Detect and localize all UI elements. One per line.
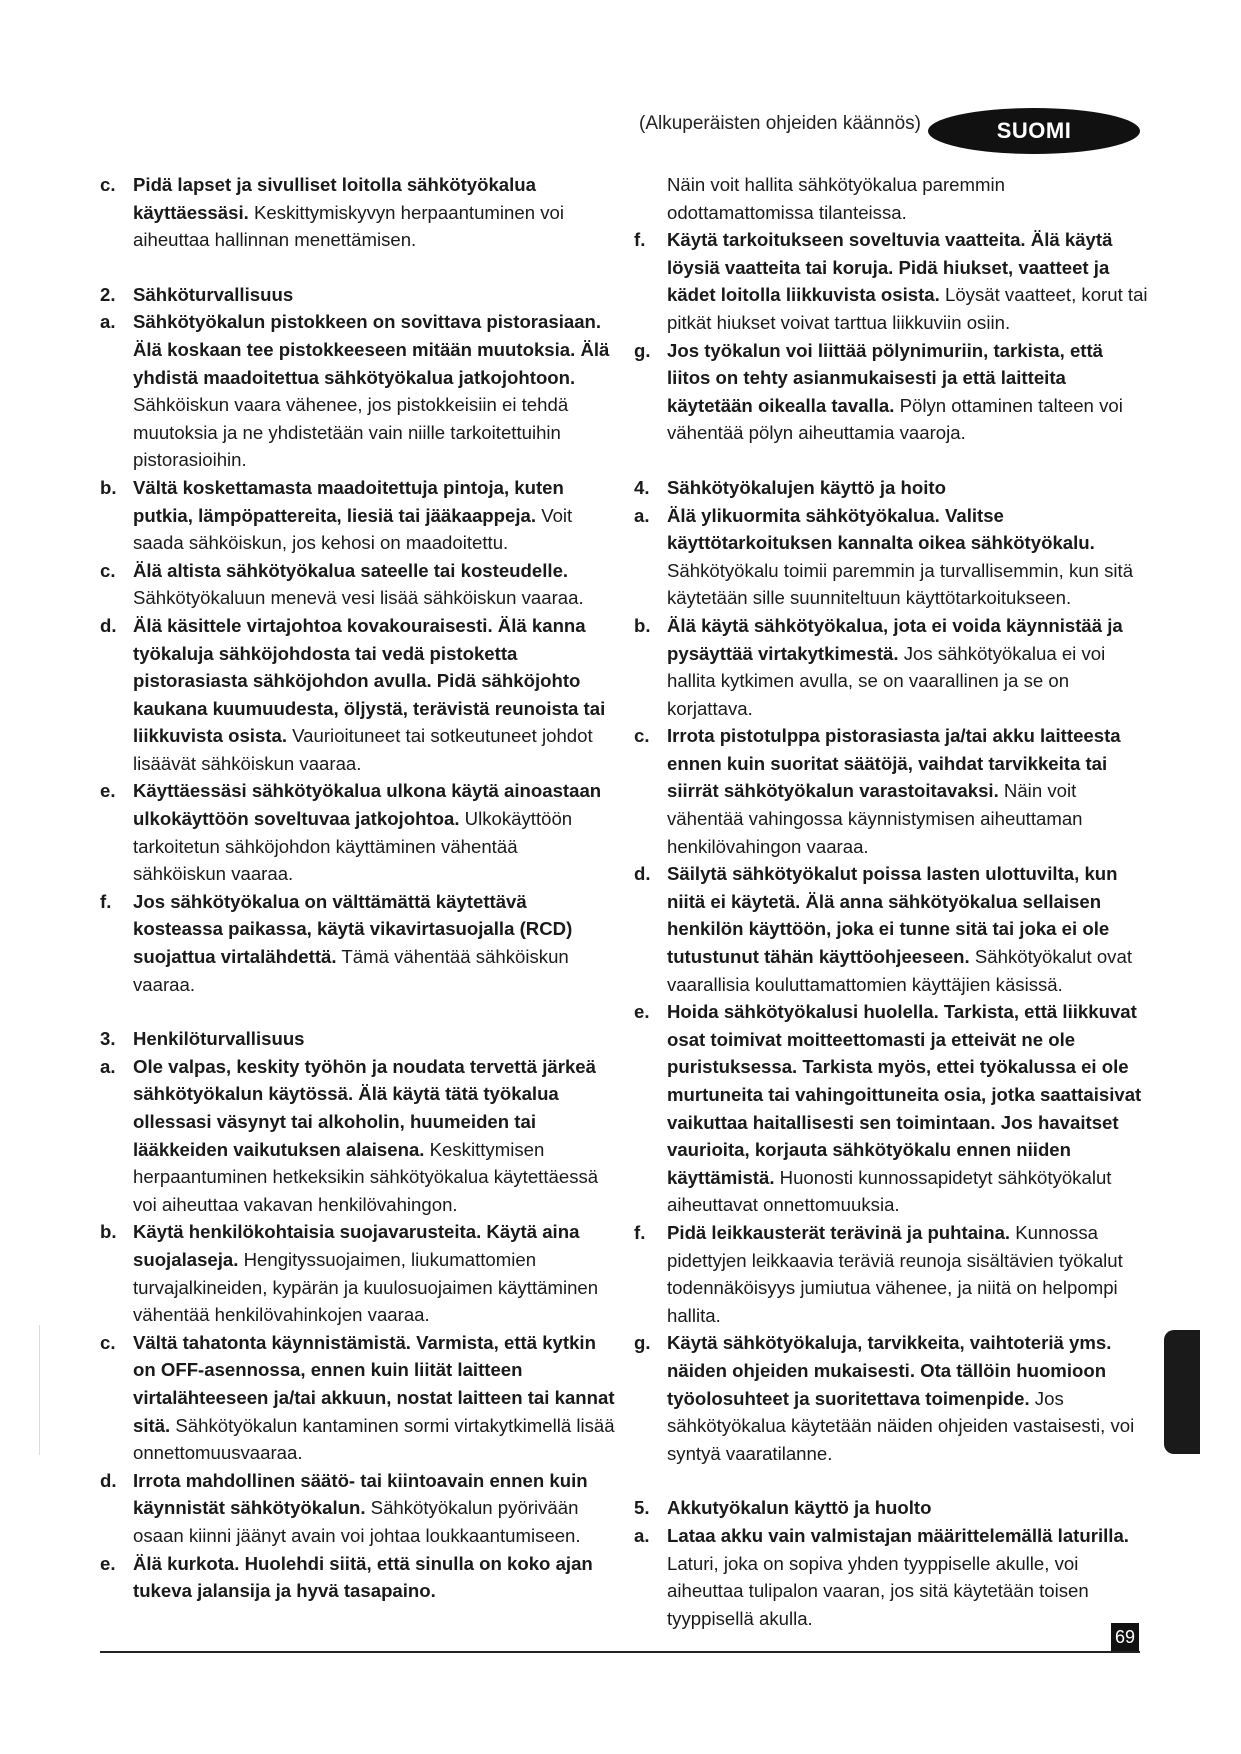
section-number: 5. bbox=[634, 1497, 650, 1519]
item-2f bbox=[100, 888, 615, 998]
footer-rule bbox=[100, 1651, 1140, 1653]
left-column bbox=[100, 171, 615, 1605]
item-2b bbox=[100, 474, 615, 557]
item-label: a. bbox=[100, 311, 116, 333]
item-2c bbox=[100, 557, 615, 612]
item-text: Pölyn ottaminen talteen voi vähentää pölyn aiheuttamia vaaroja. bbox=[667, 394, 1123, 444]
item-bold: Lataa akku vain valmistajan määrittelemällä laturilla. bbox=[667, 1524, 1129, 1546]
item-label: e. bbox=[100, 780, 116, 802]
item-label: e. bbox=[634, 1001, 650, 1023]
section-3-heading bbox=[100, 1025, 615, 1053]
item-text: Sähkötyökalut ovat vaarallisia kouluttamattomien käyttäjien käsissä. bbox=[667, 946, 1132, 995]
item-label: d. bbox=[100, 614, 117, 636]
item-text: Sähkötyökalu toimii paremmin ja turvallisemmin, kun sitä käytetään sille suunniteltuun käyttötarkoitukseen. bbox=[667, 559, 1134, 609]
section-number: 4. bbox=[634, 476, 650, 498]
item-bold: Älä altista sähkötyökalua sateelle tai kosteudelle. bbox=[133, 559, 569, 581]
item-1c bbox=[100, 171, 615, 254]
item-3b bbox=[100, 1218, 615, 1328]
item-text: Jos sähkötyökalua käytetään näiden ohjeiden vastaisesti, voi syntyä vaaratilanne. bbox=[667, 1387, 1135, 1464]
item-2e bbox=[100, 777, 615, 887]
item-bold: Älä ylikuormita sähkötyökalua. Valitse käyttötarkoituksen kannalta oikea sähkötyökalu. bbox=[667, 504, 1095, 554]
item-bold: Käyttäessäsi sähkötyökalua ulkona käytä ainoastaan ulkokäyttöön soveltuvaa jatkojohtoa. bbox=[133, 780, 602, 830]
item-text: Keskittymiskyvyn herpaantuminen voi aiheuttaa hallinnan menettämisen. bbox=[133, 201, 564, 251]
item-bold: Irrota mahdollinen säätö- tai kiintoavain ennen kuin käynnistät sähkötyökalun. bbox=[133, 1469, 588, 1519]
section-title: Sähkötyökalujen käyttö ja hoito bbox=[667, 476, 946, 498]
item-bold: Jos työkalun voi liittää pölynimuriin, tarkista, että liitos on tehty asianmukaisesti ja että laitteita käytetään oikealla tavalla. bbox=[667, 339, 1104, 416]
item-bold: Pidä lapset ja sivulliset loitolla sähkötyökalua käyttäessäsi. bbox=[133, 174, 537, 223]
item-text: Huonosti kunnossapidetyt sähkötyökalut aiheuttavat onnettomuuksia. bbox=[667, 1166, 1112, 1216]
item-text: Tämä vähentää sähköiskun vaaraa. bbox=[133, 946, 569, 995]
item-label: b. bbox=[634, 614, 651, 636]
item-bold: Säilytä sähkötyökalut poissa lasten ulottuvilta, kun niitä ei käytetä. Älä anna sähkötyökalua sellaisen henkilön käyttöön, joka ei tunne sitä tai joka ei ole tutustunut tähän käyttöohjeeseen. bbox=[667, 863, 1118, 968]
item-text: Löysät vaatteet, korut tai pitkät hiukset voivat tarttua liikkuviin osiin. bbox=[667, 284, 1148, 333]
item-label: g. bbox=[634, 1332, 651, 1354]
item-bold: Älä käsittele virtajohtoa kovakouraisesti. Älä kanna työkaluja sähköjohdosta tai vedä pistoketta pistorasiasta sähköjohdon avulla. Pidä sähköjohto kaukana kuumuudesta, öljystä, terävistä reunoista tai liikkuvista osista. bbox=[133, 614, 606, 747]
item-bold: Käytä henkilökohtaisia suojavarusteita. Käytä aina suojalaseja. bbox=[133, 1221, 580, 1270]
item-3e bbox=[100, 1550, 615, 1605]
item-3d bbox=[100, 1467, 615, 1550]
section-number: 3. bbox=[100, 1028, 116, 1050]
item-2d bbox=[100, 612, 615, 778]
item-4d bbox=[634, 860, 1150, 998]
item-label: f. bbox=[634, 229, 646, 251]
item-3g bbox=[634, 337, 1150, 447]
section-5-heading bbox=[634, 1494, 1150, 1522]
item-4g bbox=[634, 1329, 1150, 1467]
item-text: Jos sähkötyökalua ei voi hallita kytkimen avulla, se on vaarallinen ja se on korjattava. bbox=[667, 642, 1106, 719]
item-text: Ulkokäyttöön tarkoitetun sähköjohdon käyttäminen vähentää sähköiskun vaaraa. bbox=[133, 808, 573, 885]
item-3a bbox=[100, 1053, 615, 1219]
item-label: a. bbox=[634, 1524, 650, 1546]
item-text: Sähkötyökalun kantaminen sormi virtakytkimellä lisää onnettomuusvaaraa. bbox=[133, 1414, 615, 1464]
section-tab-marker bbox=[1164, 1330, 1200, 1454]
margin-mark bbox=[39, 1325, 40, 1455]
item-4e bbox=[634, 998, 1150, 1219]
section-4-heading bbox=[634, 474, 1150, 502]
section-2-heading bbox=[100, 281, 615, 309]
item-label: b. bbox=[100, 1221, 117, 1243]
item-label: b. bbox=[100, 476, 117, 498]
item-bold: Ole valpas, keskity työhön ja noudata tervettä järkeä sähkötyökalun käytössä. Älä käytä tätä työkalua ollessasi väsynyt tai alkoholin, huumeiden tai lääkkeiden vaikutuksen alaisena. bbox=[133, 1055, 596, 1160]
item-bold: Irrota pistotulppa pistorasiasta ja/tai akku laitteesta ennen kuin suoritat säätöjä, vaihdat tarvikkeita tai siirrät sähkötyökalun varastoitavaksi. bbox=[667, 725, 1121, 802]
item-text: Kunnossa pidettyjen leikkaavia teräviä reunoja sisältävien työkalut todennäköisyys jumiutua vähenee, ja niitä on helpompi hallita. bbox=[667, 1221, 1123, 1326]
item-label: e. bbox=[100, 1552, 116, 1574]
item-bold: Vältä tahatonta käynnistämistä. Varmista, että kytkin on OFF-asennossa, ennen kuin liität laitteen virtalähteeseen ja/tai akkuun, nostat laitteen tai kannat sitä. bbox=[133, 1331, 615, 1436]
right-column bbox=[634, 171, 1150, 1632]
item-label: a. bbox=[634, 504, 650, 526]
section-title: Henkilöturvallisuus bbox=[133, 1028, 305, 1050]
language-badge: SUOMI bbox=[928, 108, 1140, 154]
item-text: Keskittymisen herpaantuminen hetkeksikin sähkötyökalua käytettäessä voi aiheuttaa vakavan henkilövahingon. bbox=[133, 1138, 599, 1215]
item-label: f. bbox=[634, 1221, 646, 1243]
continuation-text: Näin voit hallita sähkötyökalua paremmin odottamattomissa tilanteissa. bbox=[667, 174, 1005, 223]
page-number: 69 bbox=[1111, 1623, 1139, 1651]
item-4c bbox=[634, 722, 1150, 860]
item-bold: Pidä leikkausterät terävinä ja puhtaina. bbox=[667, 1221, 1011, 1243]
item-label: g. bbox=[634, 339, 651, 361]
item-bold: Jos sähkötyökalua on välttämättä käytettävä kosteassa paikassa, käytä vikavirtasuojalla (RCD) suojattua virtalähdettä. bbox=[133, 890, 573, 968]
item-label: c. bbox=[100, 1331, 116, 1353]
item-3f bbox=[634, 226, 1150, 336]
section-number: 2. bbox=[100, 283, 116, 305]
section-title: Akkutyökalun käyttö ja huolto bbox=[667, 1497, 932, 1519]
item-bold: Käytä tarkoitukseen soveltuvia vaatteita. Älä käytä löysiä vaatteita tai koruja. Pidä hiukset, vaatteet ja kädet loitolla liikkuvista osista. bbox=[667, 229, 1113, 306]
item-bold: Älä kurkota. Huolehdi siitä, että sinulla on koko ajan tukeva jalansija ja hyvä tasapaino. bbox=[133, 1552, 593, 1602]
item-label: c. bbox=[100, 174, 116, 195]
item-text: Laturi, joka on sopiva yhden tyyppiselle akulle, voi aiheuttaa tulipalon vaaran, jos sitä käytetään toisen tyyppisellä akulla. bbox=[667, 1552, 1089, 1629]
item-text: Voit saada sähköiskun, jos kehosi on maadoitettu. bbox=[133, 504, 573, 554]
item-label: f. bbox=[100, 890, 112, 912]
item-bold: Käytä sähkötyökaluja, tarvikkeita, vaihtoteriä yms. näiden ohjeiden mukaisesti. Ota tällöin huomioon työolosuhteet ja suoritettava toimenpide. bbox=[667, 1332, 1112, 1409]
section-title: Sähköturvallisuus bbox=[133, 283, 294, 305]
item-bold: Älä käytä sähkötyökalua, jota ei voida käynnistää ja pysäyttää virtakytkimestä. bbox=[667, 614, 1123, 664]
item-label: d. bbox=[100, 1469, 117, 1491]
item-text: Näin voit vähentää vahingossa käynnistymisen aiheuttaman henkilövahingon vaaraa. bbox=[667, 780, 1083, 857]
item-label: d. bbox=[634, 863, 651, 885]
item-bold: Sähkötyökalun pistokkeen on sovittava pistorasiaan. Älä koskaan tee pistokkeeseen mitään muutoksia. Älä yhdistä maadoitettua sähkötyökalua jatkojohtoon. bbox=[133, 311, 610, 388]
item-label: a. bbox=[100, 1055, 116, 1077]
item-text: Hengityssuojaimen, liukumattomien turvajalkineiden, kypärän ja kuulosuojaimen käyttäminen vähentää henkilövahinkojen vaaraa. bbox=[133, 1248, 599, 1326]
item-text: Sähkötyökalun pyörivään osaan kiinni jäänyt avain voi johtaa loukkaantumiseen. bbox=[133, 1497, 581, 1546]
item-4a bbox=[634, 502, 1150, 612]
translation-note: (Alkuperäisten ohjeiden käännös) bbox=[639, 113, 922, 134]
item-text: Sähkötyökaluun menevä vesi lisää sähköiskun vaaraa. bbox=[133, 587, 584, 609]
item-label: c. bbox=[634, 725, 650, 747]
item-text: Vaurioituneet tai sotkeutuneet johdot lisäävät sähköiskun vaaraa. bbox=[133, 725, 593, 774]
item-4f bbox=[634, 1219, 1150, 1329]
item-3c bbox=[100, 1329, 615, 1467]
item-text: Sähköiskun vaara vähenee, jos pistokkeisiin ei tehdä muutoksia ja ne yhdistetään vain niille tarkoitettuihin pistorasioihin. bbox=[133, 394, 569, 471]
item-label: c. bbox=[100, 559, 116, 581]
item-bold: Vältä koskettamasta maadoitettuja pintoja, kuten putkia, lämpöpattereita, liesiä tai jääkaappeja. bbox=[133, 476, 564, 526]
item-2a bbox=[100, 308, 615, 474]
item-4b bbox=[634, 612, 1150, 722]
item-5a bbox=[634, 1522, 1150, 1632]
item-bold: Hoida sähkötyökalusi huolella. Tarkista, että liikkuvat osat toimivat moitteettomasti ja etteivät ne ole puristuksessa. Tarkista myös, ettei työkalussa ei ole murtuneita tai vahingoittuneita osia, jotka saattaisivat vaikuttaa haitallisesti sen toimintaan. Jos havaitset vaurioita, korjauta sähkötyökalu ennen niiden käyttämistä. bbox=[667, 1001, 1142, 1188]
